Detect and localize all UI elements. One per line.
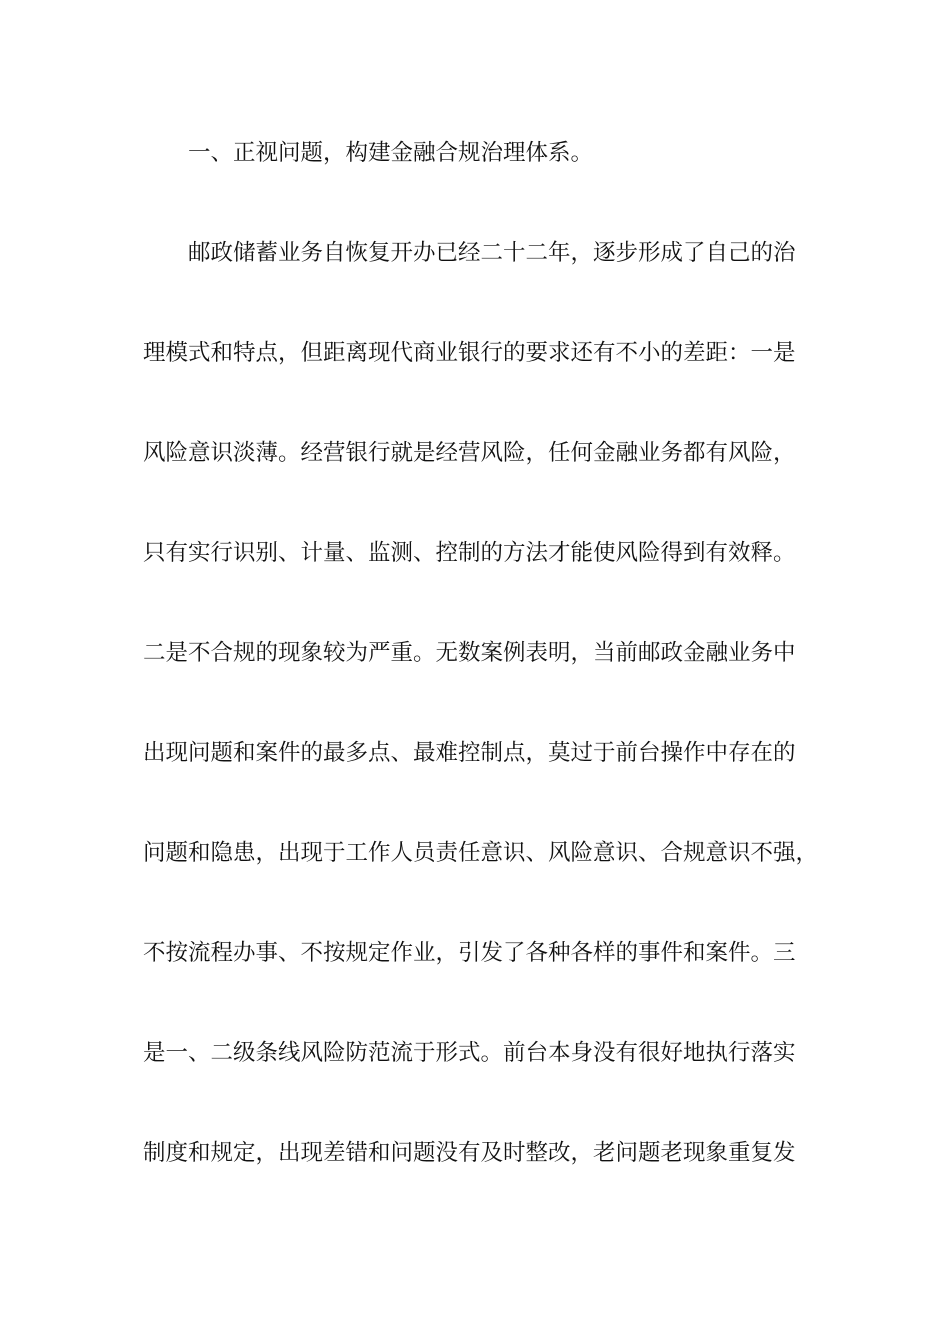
document-body — [143, 128, 823, 1228]
paragraph-line: 出现问题和案件的最多点、最难控制点，莫过于前台操作中存在的 — [143, 740, 796, 766]
paragraph-line: 问题和隐患，出现于工作人员责任意识、风险意识、合规意识不强， — [143, 840, 819, 866]
paragraph-line: 理模式和特点，但距离现代商业银行的要求还有不小的差距：一是 — [143, 340, 796, 366]
paragraph-line: 不按流程办事、不按规定作业，引发了各种各样的事件和案件。三 — [143, 940, 796, 966]
paragraph-line: 制度和规定，出现差错和问题没有及时整改，老问题老现象重复发 — [143, 1140, 796, 1166]
paragraph-line: 风险意识淡薄。经营银行就是经营风险，任何金融业务都有风险， — [143, 440, 796, 466]
paragraph-line: 是一、二级条线风险防范流于形式。前台本身没有很好地执行落实 — [143, 1040, 796, 1066]
section-heading: 一、正视问题，构建金融合规治理体系。 — [188, 140, 594, 166]
paragraph-line: 二是不合规的现象较为严重。无数案例表明，当前邮政金融业务中 — [143, 640, 796, 666]
paragraph-line: 只有实行识别、计量、监测、控制的方法才能使风险得到有效释。 — [143, 540, 796, 566]
paragraph-line: 邮政储蓄业务自恢复开办已经二十二年，逐步形成了自己的治 — [188, 240, 796, 266]
